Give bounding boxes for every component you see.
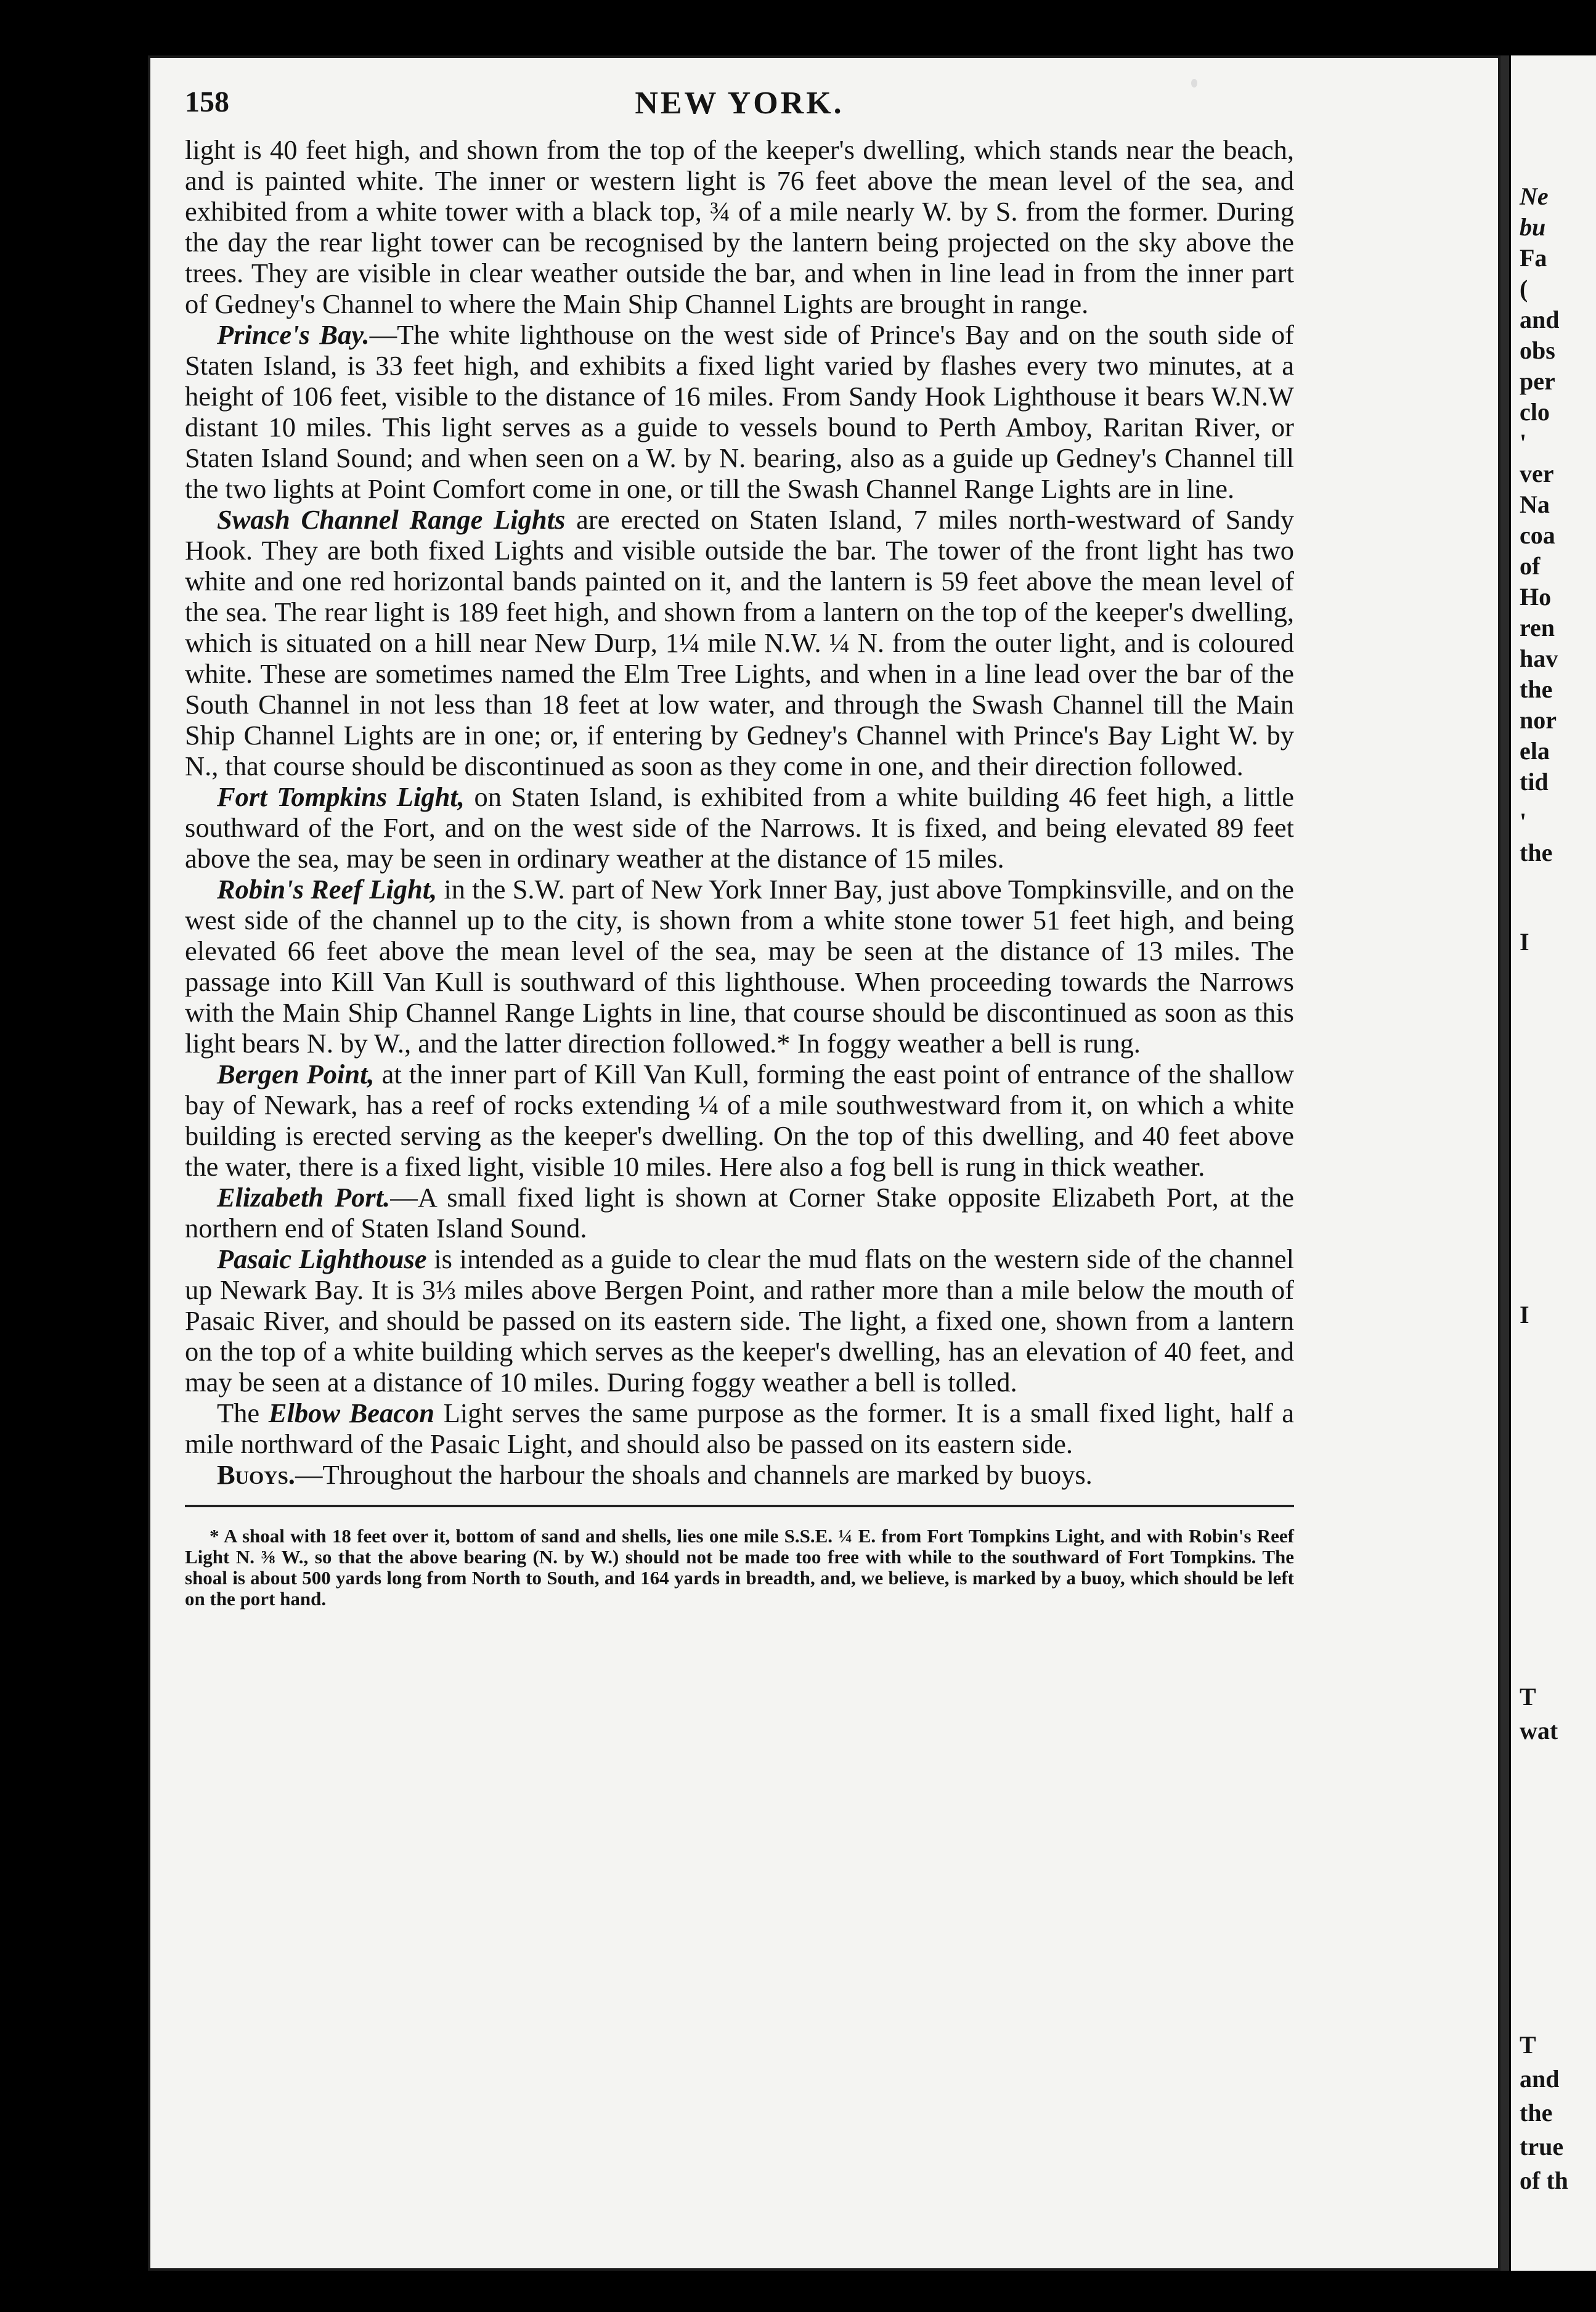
paragraph-lead-prefix: The (217, 1398, 269, 1428)
adjacent-page-fragment: obs (1520, 336, 1555, 364)
paragraph-lead: Robin's Reef Light, (217, 874, 438, 905)
adjacent-page-fragment: bu (1520, 213, 1546, 241)
adjacent-page-fragment: per (1520, 367, 1555, 395)
paragraph-lead: Buoys. (217, 1459, 295, 1490)
paragraph-lead: Elizabeth Port. (217, 1182, 391, 1213)
book-page (148, 55, 1509, 2271)
adjacent-page-fragment: ren (1520, 614, 1555, 641)
paragraph (185, 134, 1294, 319)
adjacent-page-fragment: ( (1520, 275, 1528, 303)
paragraph-lead: Prince's Bay. (217, 319, 370, 350)
page-content (185, 85, 1294, 1610)
paragraph-text: Light serves the same purpose as the former. It is a small fixed light, half a mile northward of the Pasaic Light, and should also be passed on its eastern side. (185, 1398, 1294, 1459)
paragraph-text: light is 40 feet high, and shown from the top of the keeper's dwelling, which stands near the beach, and is painted white. The inner or western light is 76 feet above the mean level of the sea, and exhibited from a white tower with a black top, ¾ of a mile nearly W. by S. from the former. During the day the rear light tower can be recognised by the lantern being projected on the sky above the trees. They are visible in clear weather outside the bar, and when in line lead in from the inner part of Gedney's Channel to where the Main Ship Channel Lights are brought in range. (185, 134, 1294, 319)
adjacent-page-fragment: ela (1520, 737, 1550, 765)
paragraph-lead: Fort Tompkins Light, (217, 781, 465, 812)
paragraph (185, 1244, 1294, 1398)
paragraph (185, 1059, 1294, 1182)
paragraph (185, 874, 1294, 1059)
paragraph-lead: Elbow Beacon (268, 1398, 435, 1428)
paragraph (185, 1459, 1294, 1490)
adjacent-page-fragment: true (1520, 2133, 1564, 2160)
adjacent-page-fragment: ver (1520, 460, 1554, 487)
adjacent-page-fragment: I (1520, 928, 1529, 956)
adjacent-page-fragment: Ho (1520, 583, 1552, 611)
adjacent-page-fragment: and (1520, 2065, 1560, 2093)
adjacent-page-fragment: the (1520, 839, 1553, 866)
adjacent-page-fragment: T (1520, 1683, 1536, 1711)
adjacent-page-fragment: of (1520, 552, 1541, 580)
adjacent-page-edge (1511, 55, 1596, 2271)
adjacent-page-fragment: the (1520, 2099, 1553, 2127)
footnote-rule (185, 1505, 1294, 1507)
paragraph-text: —The white lighthouse on the west side of Prince's Bay and on the south side of Staten Island, is 33 feet high, and exhibits a fixed light varied by flashes every two minutes, at a height of 106 feet, visible to the distance of 16 miles. From Sandy Hook Lighthouse it bears W.N.W distant 10 miles. This light serves as a guide to vessels bound to Perth Amboy, Raritan River, or Staten Island Sound; and when seen on a W. by N. bearing, also as a guide up Gedney's Channel till the two lights at Point Comfort come in one, or till the Swash Channel Range Lights are in line. (185, 319, 1294, 504)
paragraph-text: are erected on Staten Island, 7 miles north-westward of Sandy Hook. They are both fixed Lights and visible outside the bar. The tower of the front light has two white and one red horizontal bands painted on it, and the lantern is 59 feet above the mean level of the sea. The rear light is 189 feet high, and shown from a lantern on the top of the keeper's dwelling, which is situated on a hill near New Durp, 1¼ mile N.W. ¼ N. from the outer light, and is coloured white. These are sometimes named the Elm Tree Lights, and when in a line lead over the bar of the South Channel in not less than 18 feet at low water, and through the Swash Channel till the Main Ship Channel Lights are in one; or, if entering by Gedney's Channel with Prince's Bay Light W. by N., that course should be discontinued as soon as they come in one, and their direction followed. (185, 504, 1294, 781)
adjacent-page-fragment: Fa (1520, 244, 1547, 272)
adjacent-page-fragment: of th (1520, 2167, 1568, 2194)
body-text (185, 134, 1294, 1490)
paragraph (185, 1182, 1294, 1244)
paragraph (185, 504, 1294, 781)
adjacent-page-fragment: Na (1520, 490, 1550, 518)
adjacent-page-fragment: T (1520, 2031, 1536, 2059)
adjacent-page-fragment: wat (1520, 1717, 1558, 1744)
adjacent-page-fragment: and (1520, 306, 1560, 333)
adjacent-page-fragment: ' (1520, 808, 1527, 836)
footnote: * A shoal with 18 feet over it, bottom of sand and shells, lies one mile S.S.E. ¼ E. from Fort Tompkins Light, and with Robin's Reef Light N. ⅜ W., so that the above bearing (N. by W.) should not be made too free with while to the southward of Fort Tompkins. The shoal is about 500 yards long from North to South, and 164 yards in breadth, and, we believe, is marked by a buoy, which should be left on the port hand. (185, 1525, 1294, 1610)
running-head (185, 85, 1294, 134)
paragraph-text: is intended as a guide to clear the mud flats on the western side of the channel up Newark Bay. It is 3⅓ miles above Bergen Point, and rather more than a mile below the mouth of Pasaic River, and should be passed on its eastern side. The light, a fixed one, shown from a lantern on the top of a white building which serves as the keeper's dwelling, has an elevation of 40 feet, and may be seen at a distance of 10 miles. During foggy weather a bell is tolled. (185, 1244, 1294, 1398)
paragraph (185, 1398, 1294, 1459)
paragraph (185, 319, 1294, 504)
paragraph-lead: Swash Channel Range Lights (217, 504, 566, 535)
paragraph-text: —Throughout the harbour the shoals and channels are marked by buoys. (295, 1459, 1093, 1490)
page-number: 158 (185, 86, 229, 118)
paragraph (185, 781, 1294, 874)
adjacent-page-fragment: coa (1520, 521, 1555, 549)
adjacent-page-fragment: clo (1520, 398, 1550, 426)
adjacent-page-fragment: tid (1520, 768, 1549, 796)
adjacent-page-fragment: ' (1520, 429, 1527, 457)
paragraph-text: in the S.W. part of New York Inner Bay, just above Tompkinsville, and on the west side of the channel up to the city, is shown from a white stone tower 51 feet high, and being elevated 66 feet above the mean level of the sea, may be seen at the distance of 13 miles. The passage into Kill Van Kull is southward of this lighthouse. When proceeding towards the Narrows with the Main Ship Channel Range Lights in line, that course should be discontinued as soon as this light bears N. by W., and the latter direction followed.* In foggy weather a bell is rung. (185, 874, 1294, 1059)
adjacent-page-fragment: nor (1520, 706, 1557, 734)
adjacent-page-fragment: hav (1520, 645, 1558, 672)
paragraph-text: at the inner part of Kill Van Kull, forming the east point of entrance of the shallow bay of Newark, has a reef of rocks extending ¼ of a mile southwestward from it, on which a white building is erected serving as the keeper's dwelling. On the top of this dwelling, and 40 feet above the water, there is a fixed light, visible 10 miles. Here also a fog bell is rung in thick weather. (185, 1059, 1294, 1182)
paragraph-text: on Staten Island, is exhibited from a white building 46 feet high, a little southward of the Fort, and on the west side of the Narrows. It is fixed, and being elevated 89 feet above the sea, may be seen in ordinary weather at the distance of 15 miles. (185, 781, 1294, 874)
paragraph-text: —A small fixed light is shown at Corner Stake opposite Elizabeth Port, at the northern end of Staten Island Sound. (185, 1182, 1294, 1244)
paragraph-lead: Pasaic Lighthouse (217, 1244, 427, 1274)
adjacent-page-fragment: I (1520, 1301, 1529, 1329)
page-title: NEW YORK. (635, 86, 844, 121)
adjacent-page-fragment: Ne (1520, 182, 1549, 210)
adjacent-page-fragment: the (1520, 675, 1553, 703)
paragraph-lead: Bergen Point, (217, 1059, 375, 1089)
